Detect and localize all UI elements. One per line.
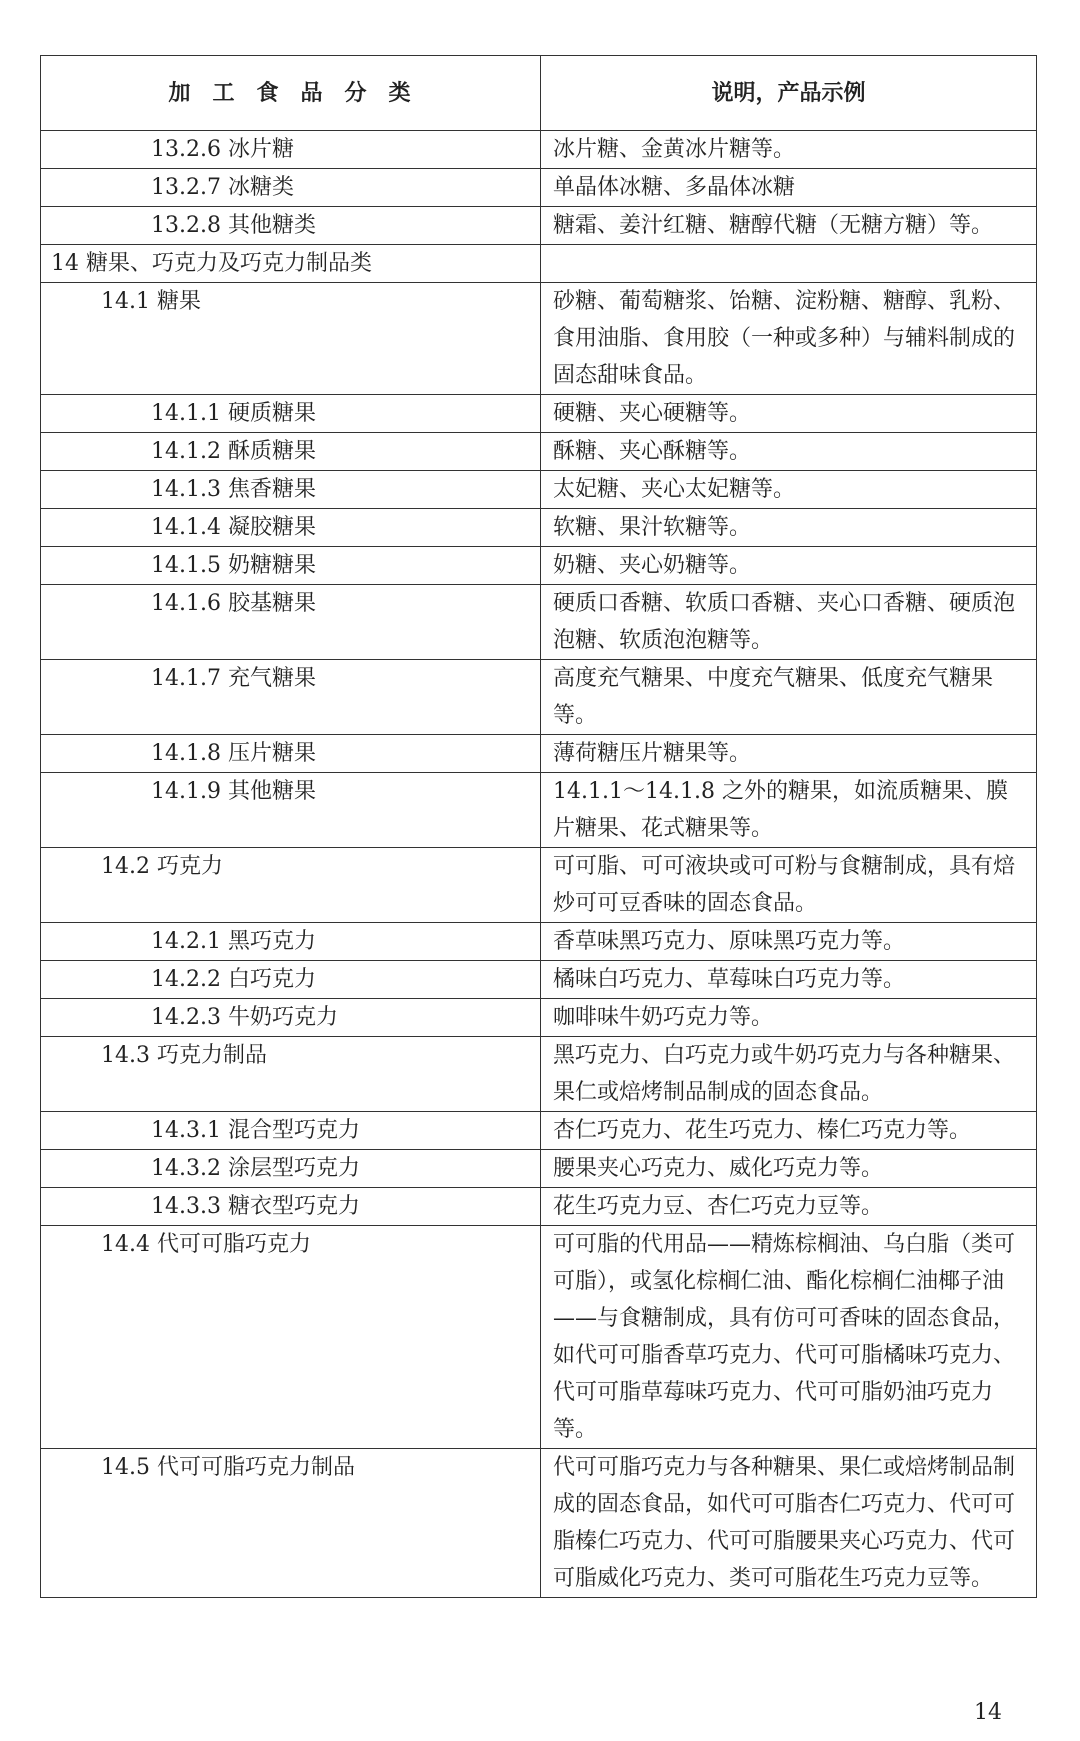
description-cell: 糖霜、姜汁红糖、糖醇代糖（无糖方糖）等。 (541, 207, 1037, 245)
category-cell: 14.3.2 涂层型巧克力 (41, 1150, 541, 1188)
table-row (41, 1112, 1037, 1150)
page-number: 14 (974, 1700, 1002, 1725)
description-cell: 可可脂的代用品——精炼棕榈油、乌白脂（类可可脂），或氢化棕榈仁油、酯化棕榈仁油椰子油——与食糖制成，具有仿可可香味的固态食品，如代可可脂香草巧克力、代可可脂橘味巧克力、代可可脂草莓味巧克力、代可可脂奶油巧克力等。 (541, 1226, 1037, 1449)
category-cell: 13.2.8 其他糖类 (41, 207, 541, 245)
description-cell: 太妃糖、夹心太妃糖等。 (541, 471, 1037, 509)
category-cell: 14.1.5 奶糖糖果 (41, 547, 541, 585)
table-row (41, 471, 1037, 509)
table-row (41, 1150, 1037, 1188)
category-cell: 14.3.3 糖衣型巧克力 (41, 1188, 541, 1226)
table-row (41, 1037, 1037, 1112)
table-row (41, 207, 1037, 245)
category-cell: 14.3 巧克力制品 (41, 1037, 541, 1112)
table-row (41, 1449, 1037, 1598)
table-row (41, 961, 1037, 999)
category-cell: 14.1.8 压片糖果 (41, 735, 541, 773)
food-classification-table (40, 55, 1037, 1598)
description-cell: 酥糖、夹心酥糖等。 (541, 433, 1037, 471)
table-row (41, 245, 1037, 283)
table-row (41, 283, 1037, 395)
table-row (41, 509, 1037, 547)
category-cell: 14.1.7 充气糖果 (41, 660, 541, 735)
header-description: 说明，产品示例 (541, 56, 1037, 131)
category-cell: 14.1.3 焦香糖果 (41, 471, 541, 509)
description-cell: 橘味白巧克力、草莓味白巧克力等。 (541, 961, 1037, 999)
description-cell: 高度充气糖果、中度充气糖果、低度充气糖果等。 (541, 660, 1037, 735)
category-cell: 14.1 糖果 (41, 283, 541, 395)
table-row (41, 395, 1037, 433)
category-cell: 13.2.7 冰糖类 (41, 169, 541, 207)
description-cell: 冰片糖、金黄冰片糖等。 (541, 131, 1037, 169)
description-cell: 14.1.1～14.1.8 之外的糖果，如流质糖果、膜片糖果、花式糖果等。 (541, 773, 1037, 848)
description-cell: 软糖、果汁软糖等。 (541, 509, 1037, 547)
category-cell: 14.2.1 黑巧克力 (41, 923, 541, 961)
table-header-row (41, 56, 1037, 131)
category-cell: 14.1.2 酥质糖果 (41, 433, 541, 471)
description-cell: 咖啡味牛奶巧克力等。 (541, 999, 1037, 1037)
description-cell: 单晶体冰糖、多晶体冰糖 (541, 169, 1037, 207)
category-cell: 14.4 代可可脂巧克力 (41, 1226, 541, 1449)
description-cell: 砂糖、葡萄糖浆、饴糖、淀粉糖、糖醇、乳粉、食用油脂、食用胶（一种或多种）与辅料制成的固态甜味食品。 (541, 283, 1037, 395)
description-cell: 奶糖、夹心奶糖等。 (541, 547, 1037, 585)
description-cell (541, 245, 1037, 283)
description-cell: 可可脂、可可液块或可可粉与食糖制成，具有焙炒可可豆香味的固态食品。 (541, 848, 1037, 923)
table-row (41, 773, 1037, 848)
table-row (41, 131, 1037, 169)
category-cell: 14.3.1 混合型巧克力 (41, 1112, 541, 1150)
description-cell: 薄荷糖压片糖果等。 (541, 735, 1037, 773)
table-row (41, 735, 1037, 773)
description-cell: 香草味黑巧克力、原味黑巧克力等。 (541, 923, 1037, 961)
description-cell: 代可可脂巧克力与各种糖果、果仁或焙烤制品制成的固态食品，如代可可脂杏仁巧克力、代可可脂榛仁巧克力、代可可脂腰果夹心巧克力、代可可脂威化巧克力、类可可脂花生巧克力豆等。 (541, 1449, 1037, 1598)
category-cell: 14.1.6 胶基糖果 (41, 585, 541, 660)
table-row (41, 1226, 1037, 1449)
description-cell: 杏仁巧克力、花生巧克力、榛仁巧克力等。 (541, 1112, 1037, 1150)
table-row (41, 1188, 1037, 1226)
category-cell: 14.1.9 其他糖果 (41, 773, 541, 848)
category-cell: 14.5 代可可脂巧克力制品 (41, 1449, 541, 1598)
table-row (41, 169, 1037, 207)
header-category: 加工食品分类 (41, 56, 541, 131)
table-row (41, 848, 1037, 923)
category-cell: 14.1.1 硬质糖果 (41, 395, 541, 433)
table-row (41, 660, 1037, 735)
table-row (41, 999, 1037, 1037)
description-cell: 黑巧克力、白巧克力或牛奶巧克力与各种糖果、果仁或焙烤制品制成的固态食品。 (541, 1037, 1037, 1112)
category-cell: 13.2.6 冰片糖 (41, 131, 541, 169)
description-cell: 腰果夹心巧克力、威化巧克力等。 (541, 1150, 1037, 1188)
description-cell: 硬糖、夹心硬糖等。 (541, 395, 1037, 433)
description-cell: 花生巧克力豆、杏仁巧克力豆等。 (541, 1188, 1037, 1226)
category-cell: 14.2 巧克力 (41, 848, 541, 923)
category-cell: 14.2.2 白巧克力 (41, 961, 541, 999)
category-cell: 14.1.4 凝胶糖果 (41, 509, 541, 547)
category-cell: 14 糖果、巧克力及巧克力制品类 (41, 245, 541, 283)
table-row (41, 433, 1037, 471)
description-cell: 硬质口香糖、软质口香糖、夹心口香糖、硬质泡泡糖、软质泡泡糖等。 (541, 585, 1037, 660)
category-cell: 14.2.3 牛奶巧克力 (41, 999, 541, 1037)
table-row (41, 923, 1037, 961)
table-row (41, 547, 1037, 585)
table-row (41, 585, 1037, 660)
